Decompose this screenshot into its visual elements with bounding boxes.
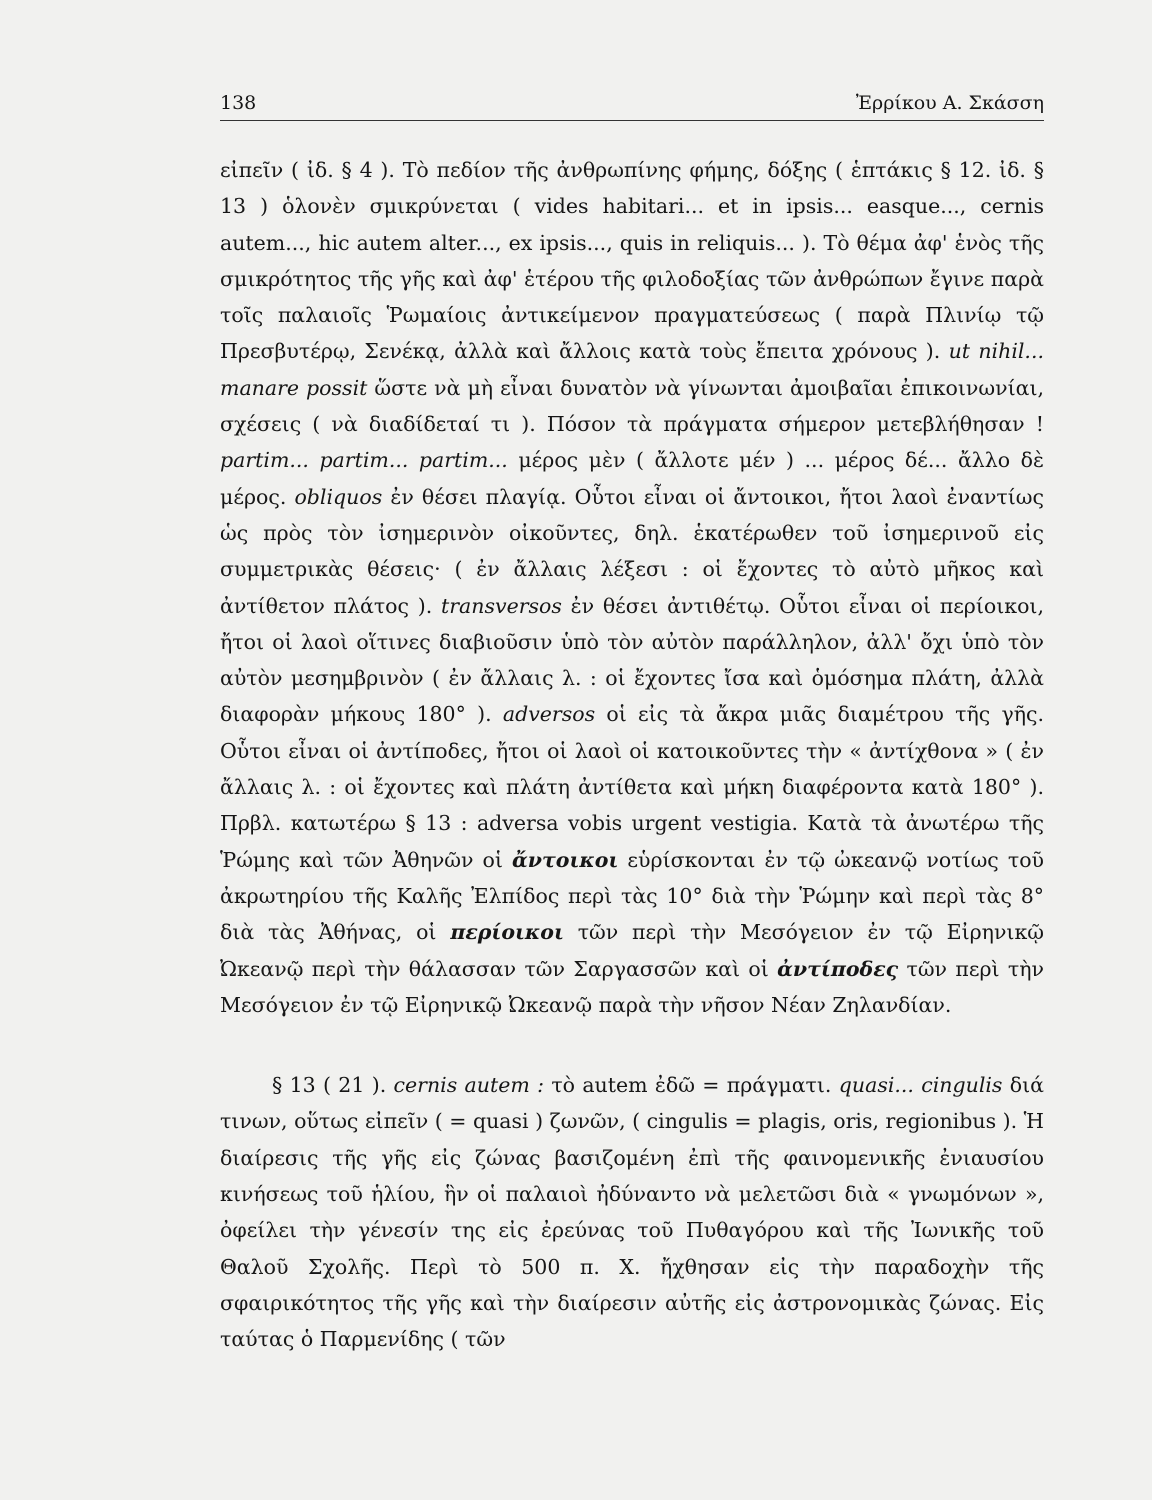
latin-quote: transversos: [441, 593, 562, 618]
latin-quote: partim... partim... partim...: [220, 448, 508, 473]
text-run: τῶν περὶ τὴν Μεσόγειον ἐν τῷ Εἰρηνικῷ Ὠκεανῷ παρὰ τὴν νῆσον Νέαν Ζηλανδίαν.: [220, 956, 1044, 1017]
latin-quote: adversos: [502, 702, 596, 727]
text-run: § 13 ( 21 ).: [272, 1073, 394, 1098]
emphasized-term: ἄντοικοι: [512, 847, 619, 872]
paragraph-2: [220, 1067, 1044, 1357]
text-run: εὑρίσκονται ἐν τῷ ὠκεανῷ νοτίως τοῦ ἀκρωτηρίου τῆς Καλῆς Ἐλπίδος περὶ τὰς 10° διὰ τὴν Ῥώμην καὶ περὶ τὰς 8° διὰ τὰς Ἀθήνας, οἱ: [220, 847, 1044, 945]
emphasized-term: περίοικοι: [450, 920, 564, 945]
running-head: [220, 88, 1044, 121]
page-number: 138: [220, 92, 257, 114]
text-run: ἐν θέσει πλαγίᾳ. Οὗτοι εἶναι οἱ ἄντοικοι, ἤτοι λαοὶ ἐναντίως ὡς πρὸς τὸν ἰσημερινὸν οἰκοῦντες, δηλ. ἑκατέρωθεν τοῦ ἰσημερινοῦ εἰς συμμετρικὰς θέσεις· ( ἐν ἄλλαις λέξεσι : οἱ ἔχοντες τὸ αὐτὸ μῆκος καὶ ἀντίθετον πλάτος ).: [220, 484, 1044, 618]
latin-quote: obliquos: [294, 484, 383, 509]
text-run: ἐν θέσει ἀντιθέτῳ. Οὗτοι εἶναι οἱ περίοικοι, ἤτοι οἱ λαοὶ οἵτινες διαβιοῦσιν ὑπὸ τὸν αὐτὸν παράλληλον, ἀλλ' ὄχι ὑπὸ τὸν αὐτὸν μεσημβρινὸν ( ἐν ἄλλαις λ. : οἱ ἔχοντες ἴσα καὶ ὁμόσημα πλάτη, ἀλλὰ διαφορὰν μήκους 180° ).: [220, 593, 1044, 727]
body-text: [220, 152, 1044, 1358]
text-run: τῶν περὶ τὴν Μεσόγειον ἐν τῷ Εἰρηνικῷ Ὠκεανῷ περὶ τὴν θάλασσαν τῶν Σαργασσῶν καὶ οἱ: [220, 920, 1044, 981]
text-run: οἱ εἰς τὰ ἄκρα μιᾶς διαμέτρου τῆς γῆς. Οὗτοι εἶναι οἱ ἀντίποδες, ἤτοι οἱ λαοὶ οἱ κατοικοῦντες τὴν « ἀντίχθονα » ( ἐν ἄλλαις λ. : οἱ ἔχοντες καὶ πλάτη ἀντίθετα καὶ μήκη διαφέροντα κατὰ 180° ). Πρβλ. κατωτέρω § 13 : adversa vobis urgent vestigia. Κατὰ τὰ ἀνωτέρω τῆς Ῥώμης καὶ τῶν Ἀθηνῶν οἱ: [220, 702, 1045, 872]
text-run: τὸ autem ἐδῶ = πράγματι.: [544, 1073, 839, 1098]
text-run: ὥστε νὰ μὴ εἶναι δυνατὸν νὰ γίνωνται ἀμοιβαῖαι ἐπικοινωνίαι, σχέσεις ( νὰ διαδίδεταί τι ). Πόσον τὰ πράγματα σήμερον μετεβλήθησαν !: [220, 375, 1044, 437]
latin-quote: ut nihil... manare possit: [220, 339, 1044, 400]
running-head-author: Ἐρρίκου Α. Σκάσση: [855, 92, 1044, 114]
latin-quote: cernis autem :: [393, 1073, 545, 1098]
paragraph-1: [220, 152, 1044, 1023]
text-run: μέρος μὲν ( ἄλλοτε μέν ) ... μέρος δέ... ἄλλο δὲ μέρος.: [220, 448, 1044, 509]
emphasized-term: ἀντίποδες: [777, 956, 899, 981]
latin-quote: quasi... cingulis: [838, 1073, 1003, 1098]
text-run: εἰπεῖν ( ἰδ. § 4 ). Τὸ πεδίον τῆς ἀνθρωπίνης φήμης, δόξης ( ἑπτάκις § 12. ἰδ. § 13 ) ὁλονὲν σμικρύνεται ( vides habitari... et in ipsis... easque..., cernis autem..., hic autem alter..., ex ipsis..., quis in reliquis... ). Τὸ θέμα ἀφ' ἑνὸς τῆς σμικρότητος τῆς γῆς καὶ ἀφ' ἑτέρου τῆς φιλοδοξίας τῶν ἀνθρώπων ἔγινε παρὰ τοῖς παλαιοῖς Ῥωμαίοις ἀντικείμενον πραγματεύσεως ( παρὰ Πλινίῳ τῷ Πρεσβυτέρῳ, Σενέκᾳ, ἀλλὰ καὶ ἄλλοις κατὰ τοὺς ἔπειτα χρόνους ).: [220, 158, 1044, 364]
text-run: διά τινων, οὕτως εἰπεῖν ( = quasi ) ζωνῶν, ( cingulis = plagis, oris, regionibus ). Ἡ διαίρεσις τῆς γῆς εἰς ζώνας βασιζομένη ἐπὶ τῆς φαινομενικῆς ἐνιαυσίου κινήσεως τοῦ ἡλίου, ἣν οἱ παλαιοὶ ἠδύναντο νὰ μελετῶσι διὰ « γνωμόνων », ὀφείλει τὴν γένεσίν της εἰς ἐρεύνας τοῦ Πυθαγόρου καὶ τῆς Ἰωνικῆς τοῦ Θαλοῦ Σχολῆς. Περὶ τὸ 500 π. Χ. ἤχθησαν εἰς τὴν παραδοχὴν τῆς σφαιρικότητος τῆς γῆς καὶ τὴν διαίρεσιν αὐτῆς εἰς ἀστρονομικὰς ζώνας. Εἰς ταύτας ὁ Παρμενίδης ( τῶν: [220, 1073, 1045, 1352]
